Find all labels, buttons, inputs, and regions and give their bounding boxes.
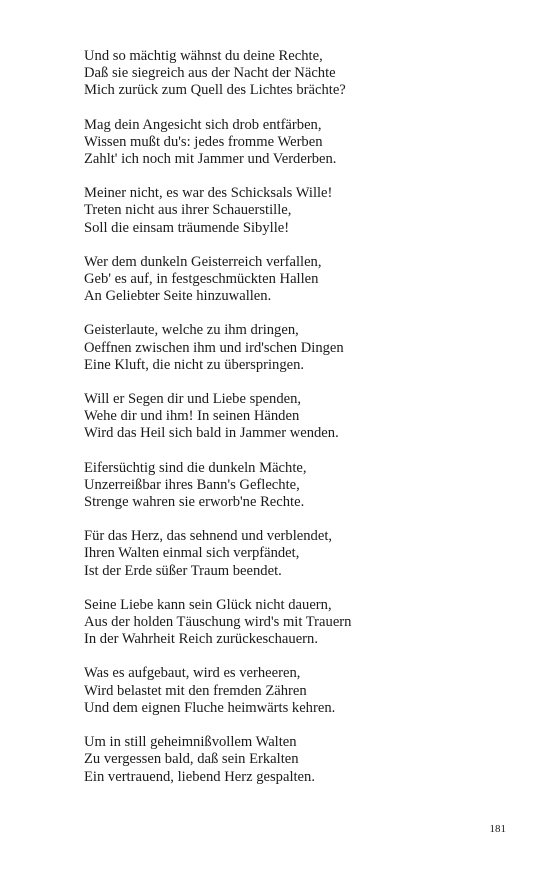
stanza-9 [84, 597, 524, 649]
poem-line: Geb' es auf, in festgeschmückten Hallen [84, 271, 319, 288]
page-number: 181 [489, 823, 506, 835]
poem-line: Und so mächtig wähnst du deine Rechte, [84, 48, 323, 64]
poem-line: Wehe dir und ihm! In seinen Händen [84, 408, 300, 425]
poem-line: Treten nicht aus ihrer Schauerstille, [84, 202, 292, 219]
poem-line: Um in still geheimnißvollem Walten [84, 734, 297, 751]
poem-line: Soll die einsam träumende Sibylle! [84, 219, 290, 236]
poem-line: Aus der holden Täuschung wird's mit Trauern [84, 614, 352, 631]
poem-body [84, 48, 524, 803]
poem-line: In der Wahrheit Reich zurückeschauern. [84, 631, 318, 648]
poem-line: Unzerreißbar ihres Bann's Geflechte, [84, 476, 300, 493]
poem-line: Zu vergessen bald, daß sein Erkalten [84, 751, 299, 768]
stanza-5 [84, 322, 524, 374]
poem-line: Eifersüchtig sind die dunkeln Mächte, [84, 459, 307, 476]
poem-line: Seine Liebe kann sein Glück nicht dauern, [84, 596, 332, 613]
poem-line: Ist der Erde süßer Traum beendet. [84, 562, 282, 579]
stanza-10 [84, 665, 524, 717]
stanza-8 [84, 528, 524, 580]
poem-line: Ein vertrauend, liebend Herz gespalten. [84, 768, 315, 785]
poem-line: Daß sie siegreich aus der Nacht der Nächte [84, 65, 336, 82]
poem-line: Wer dem dunkeln Geisterreich verfallen, [84, 253, 322, 270]
poem-line: An Geliebter Seite hinzuwallen. [84, 288, 272, 305]
poem-line: Meiner nicht, es war des Schicksals Wille! [84, 185, 333, 202]
poem-line: Und dem eignen Fluche heimwärts kehren. [84, 699, 336, 716]
stanza-2 [84, 117, 524, 169]
poem-line: Wird das Heil sich bald in Jammer wenden. [84, 425, 339, 442]
poem-line: Mag dein Angesicht sich drob entfärben, [84, 116, 322, 133]
poem-line: Für das Herz, das sehnend und verblendet, [84, 528, 333, 545]
poem-line: Eine Kluft, die nicht zu überspringen. [84, 356, 305, 373]
stanza-6 [84, 391, 524, 443]
poem-line: Geisterlaute, welche zu ihm dringen, [84, 322, 299, 339]
stanza-11 [84, 734, 524, 786]
poem-line: Zahlt' ich noch mit Jammer und Verderben. [84, 151, 337, 168]
poem-line: Oeffnen zwischen ihm und ird'schen Dingen [84, 339, 344, 356]
stanza-3 [84, 185, 524, 237]
stanza-4 [84, 254, 524, 306]
poem-line: Mich zurück zum Quell des Lichtes brächte? [84, 82, 346, 99]
poem-line: Wird belastet mit den fremden Zähren [84, 682, 307, 699]
poem-line: Wissen mußt du's: jedes fromme Werben [84, 133, 323, 150]
poem-line: Will er Segen dir und Liebe spenden, [84, 391, 302, 408]
poem-line: Was es aufgebaut, wird es verheeren, [84, 665, 301, 682]
poem-line: Ihren Walten einmal sich verpfändet, [84, 545, 300, 562]
stanza-1 [84, 48, 524, 100]
stanza-7 [84, 460, 524, 512]
poem-line: Strenge wahren sie erworb'ne Rechte. [84, 494, 305, 511]
